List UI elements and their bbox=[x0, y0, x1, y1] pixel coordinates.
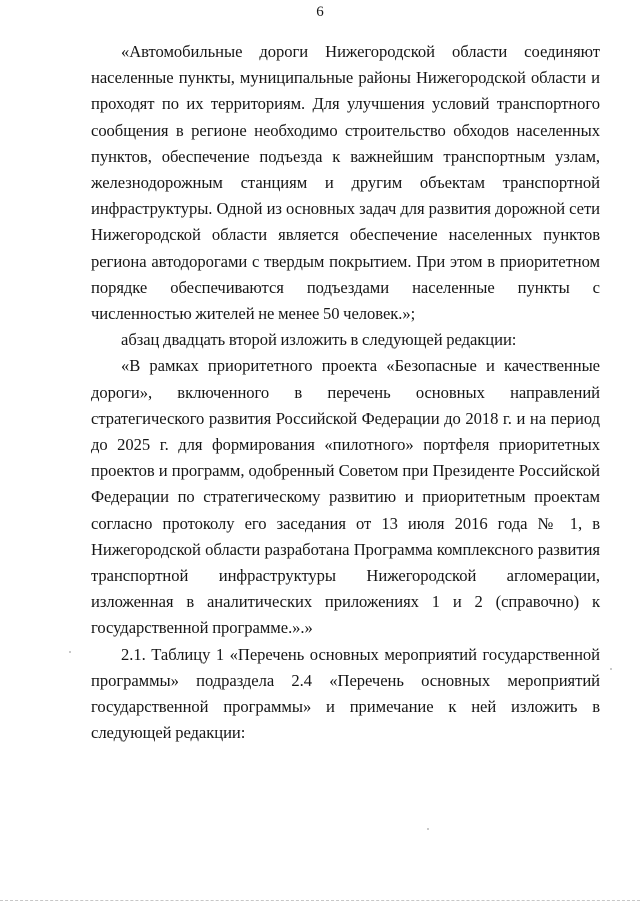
page-number: 6 bbox=[316, 4, 324, 20]
paragraph-road-network: «Автомобильные дороги Нижегородской области соединяют населенные пункты, муниципальные районы Нижегородской области и проходят по их территориям. Для улучшения условий транспортного сообщения в регионе необходимо строительство обходов населенных пунктов, обеспечение подъезда к важнейшим транспортным узлам, железнодорожным станциям и другим объектам транспортной инфраструктуры. Одной из основных задач для развития дорожной сети Нижегородской области является обеспечение населенных пунктов региона автодорогами с твердым покрытием. При этом в приоритетном порядке обеспечиваются подъездами населенные пункты с численностью жителей не менее 50 человек.»; bbox=[91, 42, 600, 324]
scan-speck bbox=[427, 828, 429, 830]
paragraph-table-amendment: 2.1. Таблицу 1 «Перечень основных мероприятий государственной программы» подраздела 2.4 «Перечень основных мероприятий государственной программы» и примечание к ней изложить в следующей редакции: bbox=[91, 644, 600, 743]
paragraph-amendment-instruction: абзац двадцать второй изложить в следующей редакции: bbox=[121, 330, 517, 350]
body-text bbox=[91, 39, 600, 746]
scan-speck bbox=[610, 668, 612, 670]
scan-speck bbox=[69, 651, 71, 653]
scan-edge-artifact bbox=[0, 900, 640, 901]
paragraph-priority-project: «В рамках приоритетного проекта «Безопасные и качественные дороги», включенного в перечень основных направлений стратегического развития Российской Федерации до 2018 г. и на период до 2025 г. для формирования «пилотного» портфеля приоритетных проектов и программ, одобренный Советом при Президенте Российской Федерации по стратегическому развитию и приоритетным проектам согласно протоколу его заседания от 13 июля 2016 года № 1, в Нижегородской области разработана Программа комплексного развития транспортной инфраструктуры Нижегородской агломерации, изложенная в аналитических приложениях 1 и 2 (справочно) к государственной программе.».» bbox=[91, 356, 600, 638]
